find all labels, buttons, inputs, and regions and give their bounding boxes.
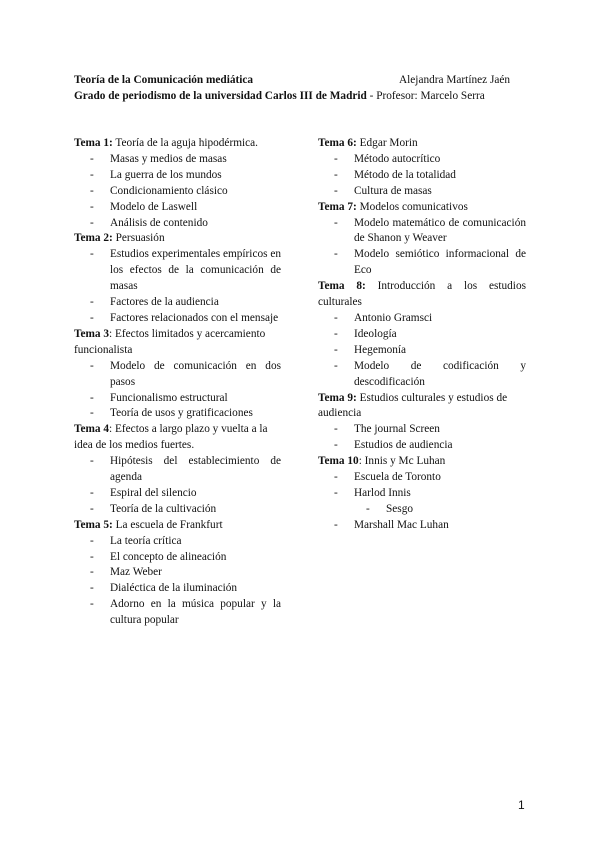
list-item: - Modelo de codificación y descodificación [318,359,526,391]
topic-heading: Tema 2: Persuasión [74,232,165,245]
right-column [318,136,526,534]
course-title: Teoría de la Comunicación mediática [74,74,254,86]
topic-heading: Tema 3: Efectos limitados y acercamiento funcionalista [74,327,266,356]
topic-items [74,359,281,423]
topic-items [318,216,526,280]
list-item: - Maz Weber [74,565,281,581]
list-item: - Método autocrítico [318,152,526,168]
list-item: - Adorno en la música popular y la cultura popular [74,597,281,629]
topic-heading: Tema 7: Modelos comunicativos [318,200,468,213]
page-number: 1 [518,798,525,812]
list-item: - Factores relacionados con el mensaje [74,311,281,327]
list-item: - Modelo de Laswell [74,200,281,216]
topic-heading: Tema 10: Innis y Mc Luhan [318,455,446,468]
header-line-2 [74,88,534,104]
list-item: - Factores de la audiencia [74,295,281,311]
topic-items [318,518,526,534]
list-item: - La teoría crítica [74,534,281,550]
list-item: - Escuela de Toronto [318,470,526,486]
list-item: - Marshall Mac Luhan [318,518,526,534]
list-item: - Modelo semiótico informacional de Eco [318,247,526,279]
author-name: Alejandra Martínez Jaén [399,74,511,86]
list-item: - Estudios de audiencia [318,438,526,454]
topic-subitems [318,502,526,518]
topic-heading: Tema 9: Estudios culturales y estudios de audiencia [318,391,508,420]
list-item: - Modelo matemático de comunicación de Shanon y Weaver [318,216,526,248]
list-item: - Teoría de usos y gratificaciones [74,406,281,422]
topic-heading: Tema 8: Introducción a los estudios culturales [318,280,526,309]
list-item: - Dialéctica de la iluminación [74,581,281,597]
professor-name: - Profesor: Marcelo Serra [366,90,485,102]
list-item: - Hipótesis del establecimiento de agenda [74,454,281,486]
list-item: - Modelo de comunicación en dos pasos [74,359,281,391]
list-item: - Harlod Innis [318,486,526,502]
list-item: - Masas y medios de masas [74,152,281,168]
list-item: - Antonio Gramsci [318,311,526,327]
document-header [74,72,534,104]
topic-items [318,422,526,454]
list-subitem: - Sesgo [318,502,526,518]
list-item: - Funcionalismo estructural [74,391,281,407]
list-item: - Método de la totalidad [318,168,526,184]
list-item: - Espiral del silencio [74,486,281,502]
list-item: - Estudios experimentales empíricos en los efectos de la comunicación de masas [74,247,281,295]
list-item: - El concepto de alineación [74,550,281,566]
topic-heading: Tema 4: Efectos a largo plazo y vuelta a la idea de los medios fuertes. [74,423,268,452]
list-item: - Hegemonía [318,343,526,359]
list-item: - Análisis de contenido [74,216,281,232]
list-item: - Teoría de la cultivación [74,502,281,518]
list-item: - Cultura de masas [318,184,526,200]
topic-items [318,152,526,200]
topic-items [318,470,526,502]
topic-heading: Tema 5: La escuela de Frankfurt [74,518,223,531]
list-item: - The journal Screen [318,422,526,438]
left-column [74,136,281,629]
topic-items [74,152,281,232]
list-item: - Ideología [318,327,526,343]
topic-items [74,534,281,629]
topic-items [74,454,281,518]
list-item: - Condicionamiento clásico [74,184,281,200]
list-item: - La guerra de los mundos [74,168,281,184]
topic-items [74,247,281,327]
degree-title: Grado de periodismo de la universidad Carlos III de Madrid [74,90,367,102]
topic-heading: Tema 1: Teoría de la aguja hipodérmica. [74,137,258,149]
topic-heading: Tema 6: Edgar Morin [318,137,418,149]
topic-items [318,311,526,391]
header-line-1 [74,72,534,88]
